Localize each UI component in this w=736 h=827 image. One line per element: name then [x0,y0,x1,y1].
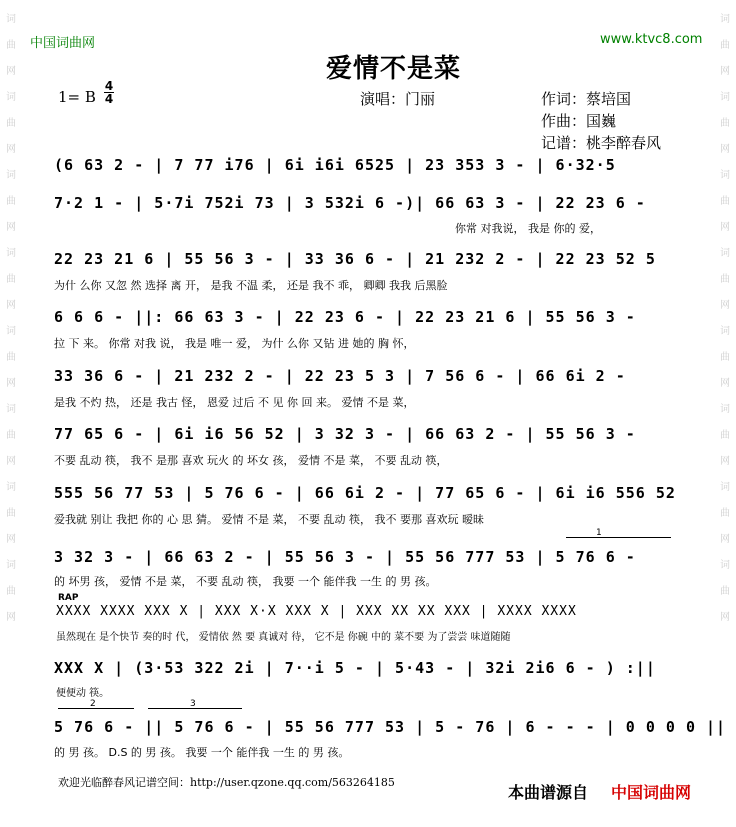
rap-row-1: XXXX XXXX XXX X | XXX X·X XXX X | XXX XX XX XXX | XXXX XXXX [56,604,577,619]
score-row-8: 3 32 3 - | 66 63 2 - | 55 56 3 - | 55 56 777 53 | 5 76 6 - [54,548,636,566]
watermark-char: 词 [720,560,730,571]
score-row-2: 7·2 1 - | 5·7i 752i 73 | 3 532i 6 -)| 66 63 3 - | 22 23 6 - [54,194,646,212]
watermark-char: 词 [720,92,730,103]
score-row-5: 33 36 6 - | 21 232 2 - | 22 23 5 3 | 7 56 6 - | 66 6i 2 - [54,367,626,385]
watermark-char: 曲 [6,118,16,129]
watermark-char: 词 [6,404,16,415]
volta-bracket-1 [566,537,671,538]
volta-number-2: 2 [90,699,96,709]
time-bottom: 4 [104,92,114,106]
rap-lyrics-1: 虽然现在 是个快节 奏的时 代， 爱情依 然 要 真诚对 待， 它不是 你碗 中的 菜不要 为了尝尝 味道随随 [56,632,511,643]
watermark-char: 词 [720,14,730,25]
watermark-char: 词 [6,170,16,181]
source-site-link[interactable]: 中国词曲网 [611,783,692,802]
watermark-char: 词 [6,92,16,103]
watermark-char: 曲 [6,430,16,441]
footer-welcome[interactable]: 欢迎光临醉春风记谱空间：http://user.qzone.qq.com/563264185 [58,776,395,789]
watermark-char: 网 [6,612,16,623]
time-signature [104,80,114,105]
score-row-3: 22 23 21 6 | 55 56 3 - | 33 36 6 - | 21 232 2 - | 22 23 52 5 [54,250,656,268]
lyrics-row-4: 拉 下 来。 你常 对我 说， 我是 唯一 爱， 为什 么你 又钻 进 她的 胸 怀， [54,337,415,350]
lyrics-row-2: 你常 对我说， 我是 你的 爱， [455,222,601,235]
site-url-right[interactable]: www.ktvc8.com [600,32,703,47]
watermark-char: 曲 [720,352,730,363]
watermark-char: 网 [720,612,730,623]
rap-label: RAP [58,593,79,603]
watermark-char: 网 [720,222,730,233]
watermark-char: 曲 [720,196,730,207]
watermark-char: 曲 [6,586,16,597]
watermark-char: 曲 [6,40,16,51]
watermark-char: 网 [6,144,16,155]
watermark-char: 网 [720,66,730,77]
right-watermark [714,0,736,827]
watermark-char: 词 [6,248,16,259]
watermark-char: 词 [720,248,730,259]
watermark-char: 网 [720,300,730,311]
watermark-char: 曲 [720,274,730,285]
time-top: 4 [104,79,114,93]
lyrics-row-3: 为什 么你 又忽 然 选择 离 开， 是我 不温 柔， 还是 我不 乖， 卿卿 我我 后黑脸 [54,279,448,292]
watermark-char: 曲 [6,508,16,519]
watermark-char: 网 [6,300,16,311]
score-row-7: 555 56 77 53 | 5 76 6 - | 66 6i 2 - | 77 65 6 - | 6i i6 556 52 [54,484,676,502]
watermark-char: 网 [6,456,16,467]
watermark-char: 词 [6,326,16,337]
watermark-char: 词 [6,482,16,493]
watermark-char: 词 [720,482,730,493]
watermark-char: 曲 [720,430,730,441]
lyrics-row-8: 的 坏男 孩， 爱情 不是 菜， 不要 乱动 筷， 我要 一个 能伴我 一生 的 男 孩。 [54,575,437,588]
watermark-char: 网 [720,144,730,155]
watermark-char: 词 [720,326,730,337]
watermark-char: 网 [6,534,16,545]
lyrics-row-10: 便便动 筷。 [56,688,110,699]
watermark-char: 网 [720,456,730,467]
song-title: 爱情不是菜 [326,54,462,84]
score-row-4: 6 6 6 - ||: 66 63 3 - | 22 23 6 - | 22 23 21 6 | 55 56 3 - [54,308,636,326]
lyrics-row-7: 爱我就 别让 我把 你的 心 思 猜。 爱情 不是 菜， 不要 乱动 筷， 我不 要那 喜欢玩 暧昧 [54,513,484,526]
score-row-10: XXX X | (3·53 322 2i | 7··i 5 - | 5·43 - | 32i 2i6 6 - ) :|| [54,659,656,677]
watermark-char: 网 [720,378,730,389]
watermark-char: 曲 [6,274,16,285]
watermark-char: 网 [6,66,16,77]
volta-number-3: 3 [190,699,196,709]
score-row-1: (6 63 2 - | 7 77 i76 | 6i i6i 6525 | 23 353 3 - | 6·32·5 [54,156,616,174]
watermark-char: 词 [720,404,730,415]
watermark-char: 曲 [6,196,16,207]
lyrics-row-11: 的 男 孩。 D.S 的 男 孩。 我要 一个 能伴我 一生 的 男 孩。 [54,746,350,759]
watermark-char: 网 [720,534,730,545]
watermark-char: 曲 [720,118,730,129]
lyricist-credit: 作词：蔡培国 [541,90,632,108]
watermark-char: 网 [6,222,16,233]
site-name-left[interactable]: 中国词曲网 [30,36,96,51]
watermark-char: 词 [6,14,16,25]
volta-number-1: 1 [596,528,602,538]
transcriber-credit: 记谱：桃李醉春风 [541,134,662,152]
source-label: 本曲谱源自 [508,783,589,802]
singer-credit: 演唱：门丽 [360,90,436,108]
watermark-char: 词 [6,560,16,571]
lyrics-row-5: 是我 不灼 热， 还是 我古 怪， 恩爱 过后 不 见 你 回 来。 爱情 不是 菜， [54,396,415,409]
key-signature: 1= B [58,88,96,106]
watermark-char: 网 [6,378,16,389]
volta-bracket-2 [58,708,134,709]
lyrics-row-6: 不要 乱动 筷， 我不 是那 喜欢 玩火 的 坏女 孩， 爱情 不是 菜， 不要 乱动 筷， [54,454,448,467]
score-row-11: 5 76 6 - || 5 76 6 - | 55 56 777 53 | 5 - 76 | 6 - - - | 0 0 0 0 || [54,718,727,736]
left-watermark [0,0,22,827]
watermark-char: 曲 [720,586,730,597]
watermark-char: 曲 [6,352,16,363]
watermark-char: 曲 [720,40,730,51]
composer-credit: 作曲：国巍 [541,112,617,130]
watermark-char: 词 [720,170,730,181]
score-row-6: 77 65 6 - | 6i i6 56 52 | 3 32 3 - | 66 63 2 - | 55 56 3 - [54,425,636,443]
watermark-char: 曲 [720,508,730,519]
